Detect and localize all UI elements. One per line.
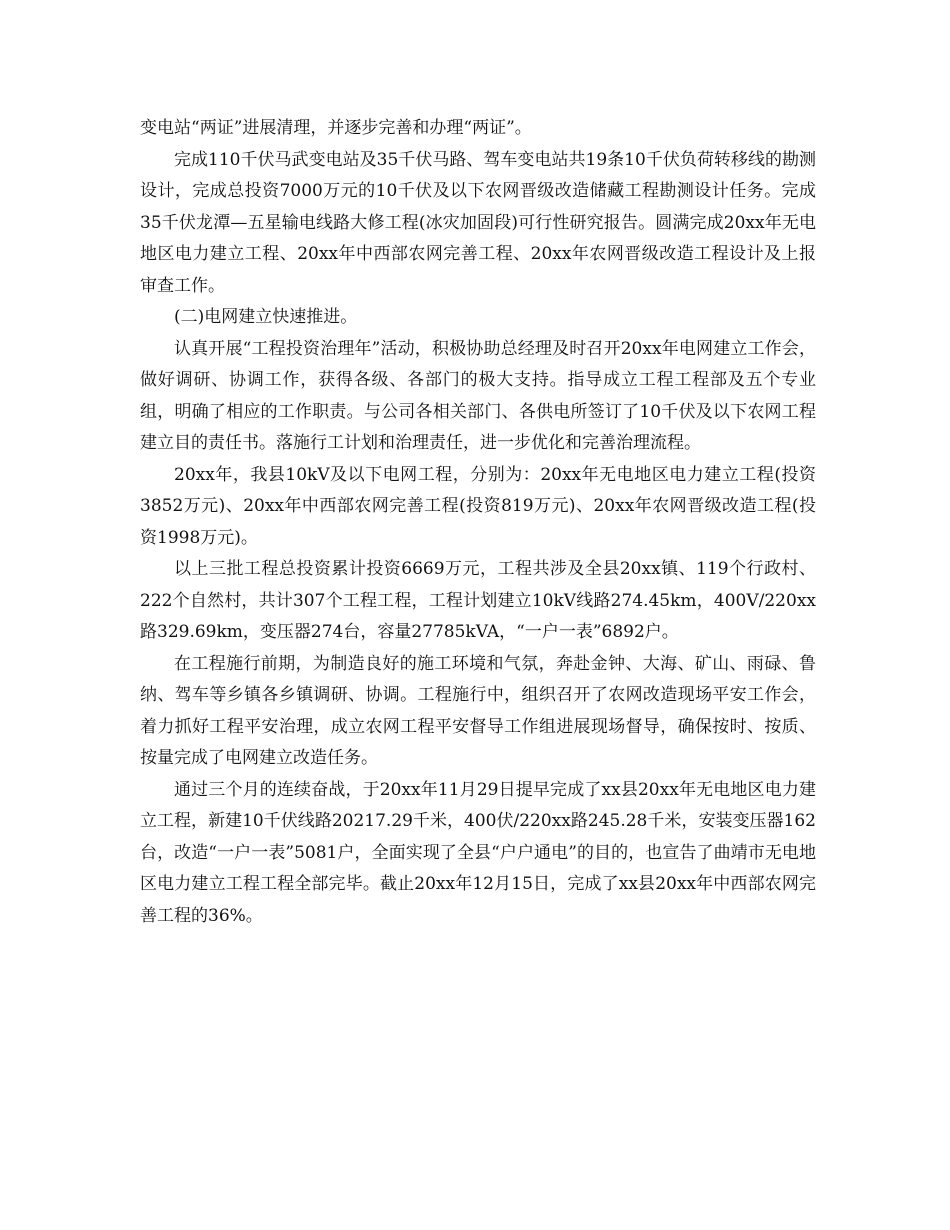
paragraph-5: 20xx年，我县10kV及以下电网工程，分别为：20xx年无电地区电力建立工程(投资3852万元)、20xx年中西部农网完善工程(投资819万元)、20xx年农网晋级改造工程(投资1998万元)。 [140, 464, 816, 548]
section-heading-2: (二)电网建立快速推进。 [174, 307, 358, 327]
paragraph-1: 变电站“两证”进展清理，并逐步完善和办理“两证”。 [140, 118, 532, 138]
paragraph-7: 在工程施行前期，为制造良好的施工环境和气氛，奔赴金钟、大海、矿山、雨碌、鲁纳、驾车等乡镇各乡镇调研、协调。工程施行中，组织召开了农网改造现场平安工作会，着力抓好工程平安治理，成立农网工程平安督导工作组进展现场督导，确保按时、按质、按量完成了电网建立改造任务。 [140, 653, 816, 768]
document-body [140, 113, 816, 932]
paragraph-6: 以上三批工程总投资累计投资6669万元，工程共涉及全县20xx镇、119个行政村、222个自然村，共计307个工程工程，工程计划建立10kV线路274.45km，400V/220xx路329.69km，变压器274台，容量27785kVA，“一户一表”6892户。 [140, 559, 816, 642]
paragraph-8: 通过三个月的连续奋战，于20xx年11月29日提早完成了xx县20xx年无电地区电力建立工程，新建10千伏线路20217.29千米，400伏/220xx路245.28千米，安装变压器162台，改造“一户一表”5081户，全面实现了全县“户户通电”的目的，也宣告了曲靖市无电地区电力建立工程工程全部完毕。截止20xx年12月15日，完成了xx县20xx年中西部农网完善工程的36%。 [140, 779, 816, 926]
paragraph-4: 认真开展“工程投资治理年”活动，积极协助总经理及时召开20xx年电网建立工作会，做好调研、协调工作，获得各级、各部门的极大支持。指导成立工程工程部及五个专业组，明确了相应的工作职责。与公司各相关部门、各供电所签订了10千伏及以下农网工程建立目的责任书。落施行工计划和治理责任，进一步优化和完善治理流程。 [140, 338, 816, 453]
paragraph-2: 完成110千伏马武变电站及35千伏马路、驾车变电站共19条10千伏负荷转移线的勘测设计，完成总投资7000万元的10千伏及以下农网晋级改造储藏工程勘测设计任务。完成35千伏龙潭—五星输电线路大修工程(冰灾加固段)可行性研究报告。圆满完成20xx年无电地区电力建立工程、20xx年中西部农网完善工程、20xx年农网晋级改造工程设计及上报审查工作。 [140, 149, 816, 296]
